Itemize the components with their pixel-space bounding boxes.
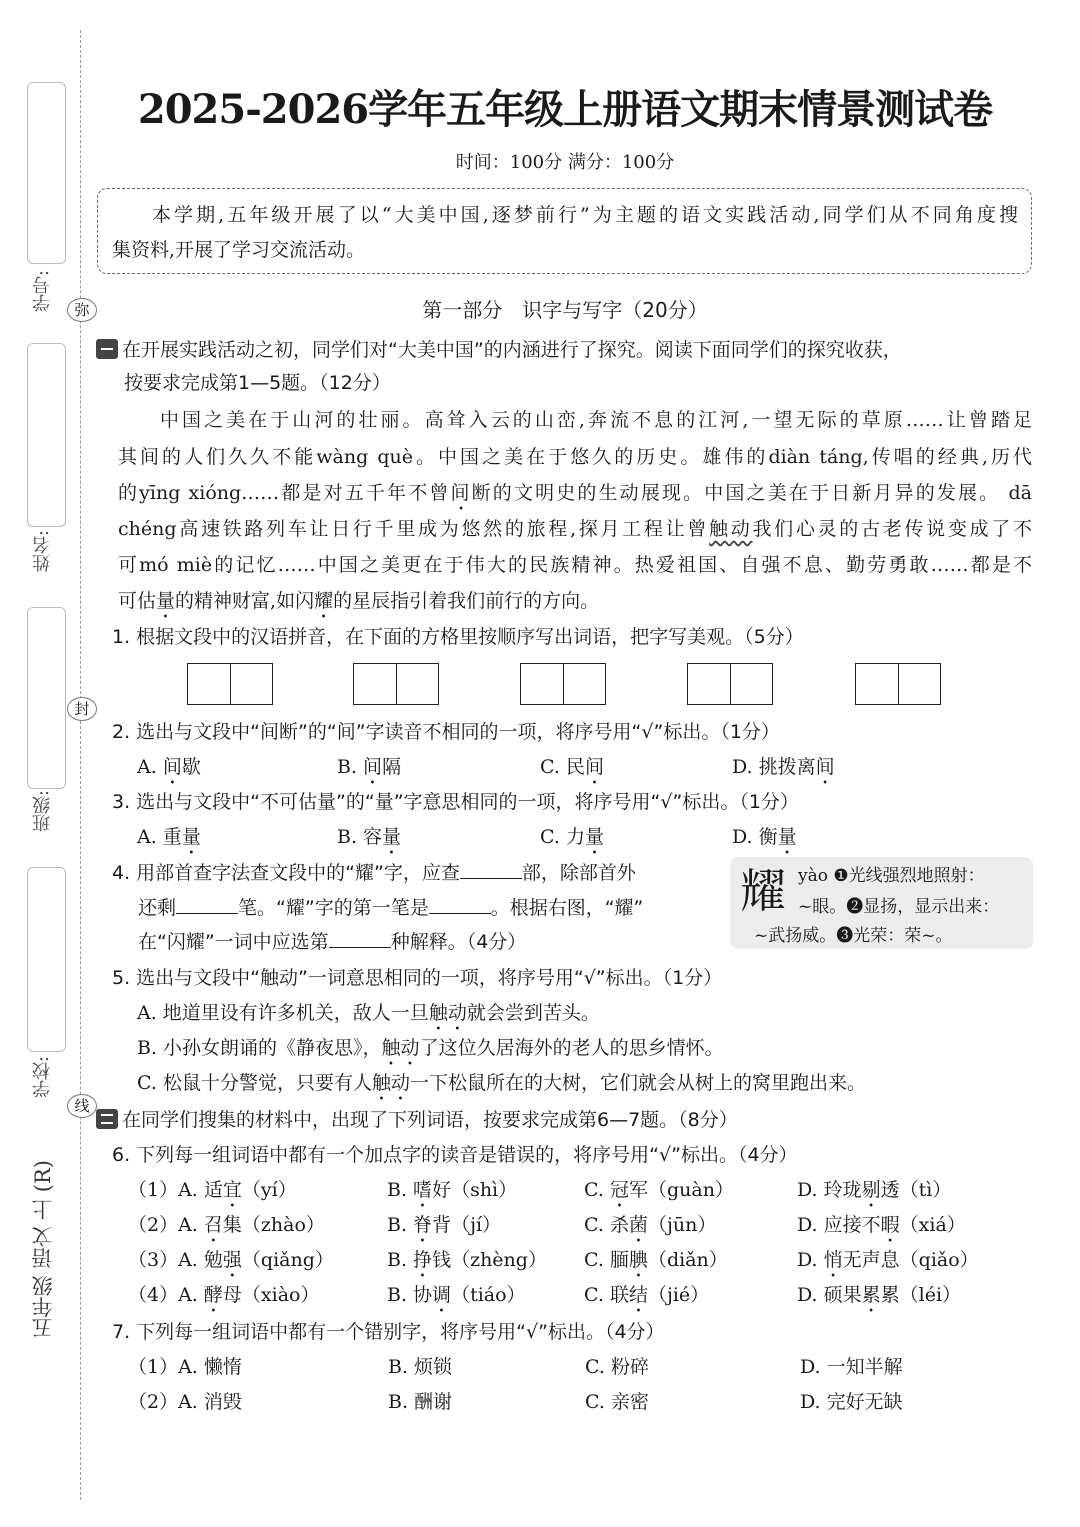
exam-title: 2025-2026学年五年级上册语文期末情景测试卷 bbox=[137, 86, 993, 133]
answer-blank[interactable] bbox=[460, 860, 522, 879]
option-b[interactable] bbox=[337, 754, 401, 789]
option-a[interactable] bbox=[128, 1389, 242, 1415]
text-segment: D. 一知半解 bbox=[800, 1356, 903, 1378]
option-b[interactable] bbox=[387, 1177, 517, 1212]
text-segment: 集（zhào） bbox=[222, 1214, 325, 1236]
option-c[interactable] bbox=[584, 1282, 709, 1317]
text-segment: C. 力 bbox=[540, 826, 585, 848]
dotted-char: 腆 bbox=[628, 1249, 648, 1271]
text-segment: 的yīng xióng……都是对五千年不曾 bbox=[118, 482, 451, 504]
dotted-char: 耀 bbox=[314, 590, 334, 612]
class-label: 班级: bbox=[32, 790, 53, 833]
dotted-char: 量 bbox=[382, 826, 402, 848]
text-segment: C. 联 bbox=[584, 1284, 629, 1306]
option-b[interactable] bbox=[388, 1389, 452, 1415]
dotted-char: 量 bbox=[181, 826, 201, 848]
section-1-line: 按要求完成第1—5题。（12分） bbox=[124, 372, 391, 394]
dictionary-entry-box bbox=[730, 857, 1033, 949]
dotted-char: 强 bbox=[222, 1249, 242, 1271]
option-c[interactable] bbox=[540, 824, 604, 859]
question-6: 6. 下列每一组词语中都有一个加点字的读音是错误的，将序号用“√”标出。（4分） bbox=[112, 1144, 798, 1166]
text-segment: C. 杀 bbox=[584, 1214, 629, 1236]
text-segment: chéng高速铁路列车让日行千里成为悠然的旅程,探月工程让曾 bbox=[118, 518, 710, 540]
dotted-char: 暇 bbox=[880, 1214, 900, 1236]
text-segment: B. 烦锁 bbox=[388, 1356, 453, 1378]
text-segment: 背（jí） bbox=[432, 1214, 502, 1236]
text-segment: 我们心灵的古老传说变成了不 bbox=[752, 518, 1032, 540]
text-segment: D. 挑拨离 bbox=[732, 756, 816, 778]
text-segment: （diǎn） bbox=[647, 1249, 728, 1271]
option-a[interactable] bbox=[128, 1247, 334, 1282]
class-field[interactable] bbox=[27, 607, 66, 789]
text-segment: 一下松鼠所在的大树，它们就会从树上的窝里跑出来。 bbox=[409, 1072, 866, 1094]
section-1-line: 在开展实践活动之初，同学们对“大美中国”的内涵进行了探究。阅读下面同学们的探究收获， bbox=[122, 339, 902, 361]
text-segment: D. 应接不 bbox=[797, 1214, 881, 1236]
text-segment: （2）A. 消毁 bbox=[128, 1391, 242, 1413]
option-d[interactable] bbox=[797, 1212, 966, 1247]
text-segment: B. 容 bbox=[337, 826, 383, 848]
text-segment: D. 硕果 bbox=[797, 1284, 862, 1306]
section-number-two-icon bbox=[96, 1109, 118, 1129]
text-segment: A. 地道里设有许多机关，敌人一旦 bbox=[137, 1002, 429, 1024]
dictionary-line: ~眼。❷显扬，显示出来： bbox=[798, 897, 1000, 917]
passage-line bbox=[118, 444, 1032, 470]
text-segment: D. bbox=[797, 1249, 824, 1271]
text-segment: B. bbox=[387, 1249, 414, 1271]
seal-mark-mi: 弥 bbox=[67, 298, 97, 322]
option-a[interactable] bbox=[128, 1282, 319, 1317]
section-2-line: 在同学们搜集的材料中，出现了下列词语，按要求完成第6—7题。（8分） bbox=[122, 1109, 738, 1131]
section-2-instruction bbox=[96, 1107, 738, 1133]
question-4 bbox=[112, 860, 636, 886]
text-segment: 种解释。（4分） bbox=[390, 931, 527, 953]
seal-mark-xian: 线 bbox=[67, 1094, 97, 1118]
school-field[interactable] bbox=[27, 867, 66, 1052]
option-d[interactable] bbox=[797, 1177, 951, 1212]
name-label: 姓名: bbox=[32, 530, 53, 573]
option-b[interactable] bbox=[387, 1212, 501, 1247]
text-segment: 的精神财富,如闪 bbox=[175, 590, 315, 612]
text-segment: 就会尝到苦头。 bbox=[466, 1002, 600, 1024]
dotted-char: 剔 bbox=[861, 1179, 881, 1201]
option-c[interactable] bbox=[585, 1389, 649, 1415]
dictionary-line: yào ❶光线强烈地照射： bbox=[798, 866, 985, 886]
intro-line: 本学期,五年级开展了以“大美中国,逐梦前行”为主题的语文实践活动,同学们从不同角度搜 bbox=[152, 204, 1018, 226]
option-a[interactable] bbox=[137, 1000, 600, 1035]
text-segment: 还剩 bbox=[138, 897, 177, 919]
option-c[interactable] bbox=[585, 1354, 649, 1380]
text-segment: C. 亲密 bbox=[585, 1391, 649, 1413]
option-a[interactable] bbox=[137, 824, 201, 859]
school-label: 学校: bbox=[32, 1056, 53, 1099]
spine-text: 五年级 语文 上 (R) bbox=[31, 1160, 55, 1339]
text-segment: （4）A. bbox=[128, 1284, 204, 1306]
text-segment: 部，除部首外 bbox=[521, 862, 636, 884]
question-4-line bbox=[138, 929, 526, 955]
text-segment: B. bbox=[387, 1214, 414, 1236]
dotted-char: 间 bbox=[363, 756, 383, 778]
wavy-underlined-word: 触动 bbox=[709, 518, 753, 540]
dotted-char: 量 bbox=[156, 590, 176, 612]
text-segment: 了这位久居海外的老人的思乡情怀。 bbox=[419, 1037, 724, 1059]
passage-line bbox=[160, 407, 1032, 433]
option-a[interactable] bbox=[128, 1354, 242, 1380]
option-b[interactable] bbox=[137, 1035, 724, 1070]
text-segment: 笔。“耀”字的第一笔是 bbox=[238, 897, 429, 919]
exam-time-score: 时间：100分 满分：100分 bbox=[455, 152, 675, 173]
answer-grid-5[interactable] bbox=[855, 663, 941, 705]
dotted-char: 调 bbox=[432, 1284, 452, 1306]
option-d[interactable] bbox=[797, 1247, 979, 1282]
question-1: 1. 根据文段中的汉语拼音，在下面的方格里按顺序写出词语，把字写美观。（5分） bbox=[112, 626, 804, 648]
text-segment: （tiáo） bbox=[451, 1284, 526, 1306]
dotted-char: 悄 bbox=[823, 1249, 843, 1271]
passage-line bbox=[118, 552, 1032, 578]
dotted-char: 嗜 bbox=[413, 1179, 433, 1201]
option-b[interactable] bbox=[337, 824, 401, 859]
text-segment: C. bbox=[584, 1179, 610, 1201]
text-segment: B. 小孙女朗诵的《静夜思》， bbox=[137, 1037, 382, 1059]
text-segment: 的星辰指引着我们前行的方向。 bbox=[333, 590, 600, 612]
text-segment: B. 酬谢 bbox=[388, 1391, 453, 1413]
dotted-char: 间 bbox=[162, 756, 182, 778]
passage-line bbox=[118, 480, 1032, 515]
text-segment: 。根据右图，“耀” bbox=[490, 897, 644, 919]
option-c[interactable] bbox=[584, 1247, 728, 1282]
dotted-char: 宜 bbox=[222, 1179, 242, 1201]
text-segment: （3）A. 勉 bbox=[128, 1249, 223, 1271]
text-segment: 累（léi） bbox=[880, 1284, 962, 1306]
text-segment: （xiá） bbox=[899, 1214, 966, 1236]
option-c[interactable] bbox=[584, 1212, 716, 1247]
text-segment: 透（tì） bbox=[880, 1179, 952, 1201]
text-segment: B. bbox=[387, 1179, 414, 1201]
question-2: 2. 选出与文段中“间断”的“间”字读音不相同的一项，将序号用“√”标出。（1分） bbox=[112, 721, 780, 743]
answer-grid-1[interactable] bbox=[187, 663, 273, 705]
option-b[interactable] bbox=[387, 1282, 526, 1317]
text-segment: C. 松鼠十分警觉，只要有人 bbox=[137, 1072, 372, 1094]
dotted-char: 累 bbox=[861, 1284, 881, 1306]
text-segment: D. 衡 bbox=[732, 826, 778, 848]
dotted-char: 量 bbox=[777, 826, 797, 848]
text-segment: 母（xiào） bbox=[222, 1284, 320, 1306]
option-b[interactable] bbox=[387, 1247, 547, 1282]
text-segment: 其间的人们久久不能wàng què。中国之美在于悠久的历史。雄伟的diàn táng,传唱的经典,历代 bbox=[118, 446, 1032, 468]
section-number-one-icon bbox=[96, 339, 118, 359]
passage-line bbox=[118, 588, 599, 623]
option-d[interactable] bbox=[800, 1354, 903, 1380]
text-segment: 可估 bbox=[118, 590, 157, 612]
dotted-char: 冠 bbox=[609, 1179, 629, 1201]
text-segment: （jié） bbox=[647, 1284, 710, 1306]
answer-grid-3[interactable] bbox=[520, 663, 606, 705]
answer-grid-2[interactable] bbox=[353, 663, 439, 705]
text-segment: D. 玲珑 bbox=[797, 1179, 862, 1201]
dotted-char: 间 bbox=[815, 756, 835, 778]
dotted-char: 召 bbox=[203, 1214, 223, 1236]
text-segment: 4. 用部首查字法查文段中的“耀”字，应查 bbox=[112, 862, 460, 884]
dotted-char: 挣 bbox=[413, 1249, 433, 1271]
answer-blank[interactable] bbox=[176, 895, 238, 914]
seal-mark-feng: 封 bbox=[67, 697, 97, 721]
option-a[interactable] bbox=[128, 1212, 325, 1247]
answer-blank[interactable] bbox=[429, 895, 491, 914]
text-segment: A. bbox=[137, 756, 163, 778]
dotted-char: 结 bbox=[628, 1284, 648, 1306]
dotted-char: 酵 bbox=[203, 1284, 223, 1306]
option-d[interactable] bbox=[732, 824, 797, 859]
text-segment: （1）A. 懒惰 bbox=[128, 1356, 242, 1378]
text-segment: B. 协 bbox=[387, 1284, 433, 1306]
text-segment: （jūn） bbox=[647, 1214, 717, 1236]
option-c[interactable] bbox=[584, 1177, 734, 1212]
text-segment: 中国之美在于山河的壮丽。高耸入云的山峦,奔流不息的江河,一望无际的草原……让曾踏足 bbox=[160, 409, 1032, 431]
text-segment: 钱（zhèng） bbox=[432, 1249, 547, 1271]
option-b[interactable] bbox=[388, 1354, 452, 1380]
text-segment: A. 重 bbox=[137, 826, 182, 848]
text-segment: 无声息（qiǎo） bbox=[842, 1249, 979, 1271]
dotted-char: 脊 bbox=[413, 1214, 433, 1236]
dictionary-char: 耀 bbox=[740, 864, 786, 918]
text-segment: 断的文明史的生动展现。中国之美在于日新月异的发展。 dā bbox=[471, 482, 1032, 504]
question-4-line bbox=[138, 895, 643, 921]
question-3: 3. 选出与文段中“不可估量”的“量”字意思相同的一项，将序号用“√”标出。（1分） bbox=[112, 791, 799, 813]
text-segment: C. 粉碎 bbox=[585, 1356, 649, 1378]
option-d[interactable] bbox=[797, 1282, 961, 1317]
text-segment: 军（guàn） bbox=[628, 1179, 734, 1201]
text-segment: （yí） bbox=[241, 1179, 297, 1201]
dotted-char: 触动 bbox=[381, 1037, 420, 1059]
intro-line: 集资料,开展了学习交流活动。 bbox=[112, 239, 366, 261]
text-segment: C. 民 bbox=[540, 756, 585, 778]
text-segment: D. 完好无缺 bbox=[800, 1391, 903, 1413]
text-segment: B. bbox=[337, 756, 364, 778]
question-7: 7. 下列每一组词语中都有一个错别字，将序号用“√”标出。（4分） bbox=[112, 1321, 665, 1343]
text-segment: （2）A. bbox=[128, 1214, 204, 1236]
text-segment: 歇 bbox=[181, 756, 201, 778]
part-heading: 第一部分 识字与写字（20分） bbox=[422, 298, 708, 322]
option-d[interactable] bbox=[800, 1389, 903, 1415]
answer-grid-4[interactable] bbox=[687, 663, 773, 705]
text-segment: C. 腼 bbox=[584, 1249, 629, 1271]
dotted-char: 菌 bbox=[628, 1214, 648, 1236]
dotted-char: 间 bbox=[584, 756, 604, 778]
dotted-char: 触动 bbox=[428, 1002, 467, 1024]
text-segment: 可mó miè的记忆……中国之美更在于伟大的民族精神。热爱祖国、自强不息、勤劳勇敢……都是不 bbox=[118, 554, 1032, 576]
text-segment: 在“闪耀”一词中应选第 bbox=[138, 931, 329, 953]
option-c[interactable] bbox=[137, 1070, 866, 1105]
option-d[interactable] bbox=[732, 754, 835, 789]
text-segment: 好（shì） bbox=[432, 1179, 518, 1201]
passage-line bbox=[118, 516, 1032, 542]
dotted-char: 间 bbox=[450, 482, 472, 504]
option-a[interactable] bbox=[128, 1177, 297, 1212]
text-segment: （qiǎng） bbox=[241, 1249, 334, 1271]
cut-line bbox=[80, 30, 81, 1500]
text-segment: （1）A. 适 bbox=[128, 1179, 223, 1201]
dotted-char: 触动 bbox=[371, 1072, 410, 1094]
dotted-char: 量 bbox=[584, 826, 604, 848]
text-segment: 隔 bbox=[382, 756, 402, 778]
dictionary-line: ~武扬威。❸光荣：荣~。 bbox=[754, 926, 953, 946]
name-field[interactable] bbox=[27, 343, 66, 527]
question-5: 5. 选出与文段中“触动”一词意思相同的一项，将序号用“√”标出。（1分） bbox=[112, 967, 723, 989]
option-a[interactable] bbox=[137, 754, 201, 789]
section-1-instruction bbox=[96, 337, 902, 363]
option-c[interactable] bbox=[540, 754, 604, 789]
answer-blank[interactable] bbox=[329, 929, 391, 948]
student-id-label: 学号: bbox=[32, 270, 53, 313]
